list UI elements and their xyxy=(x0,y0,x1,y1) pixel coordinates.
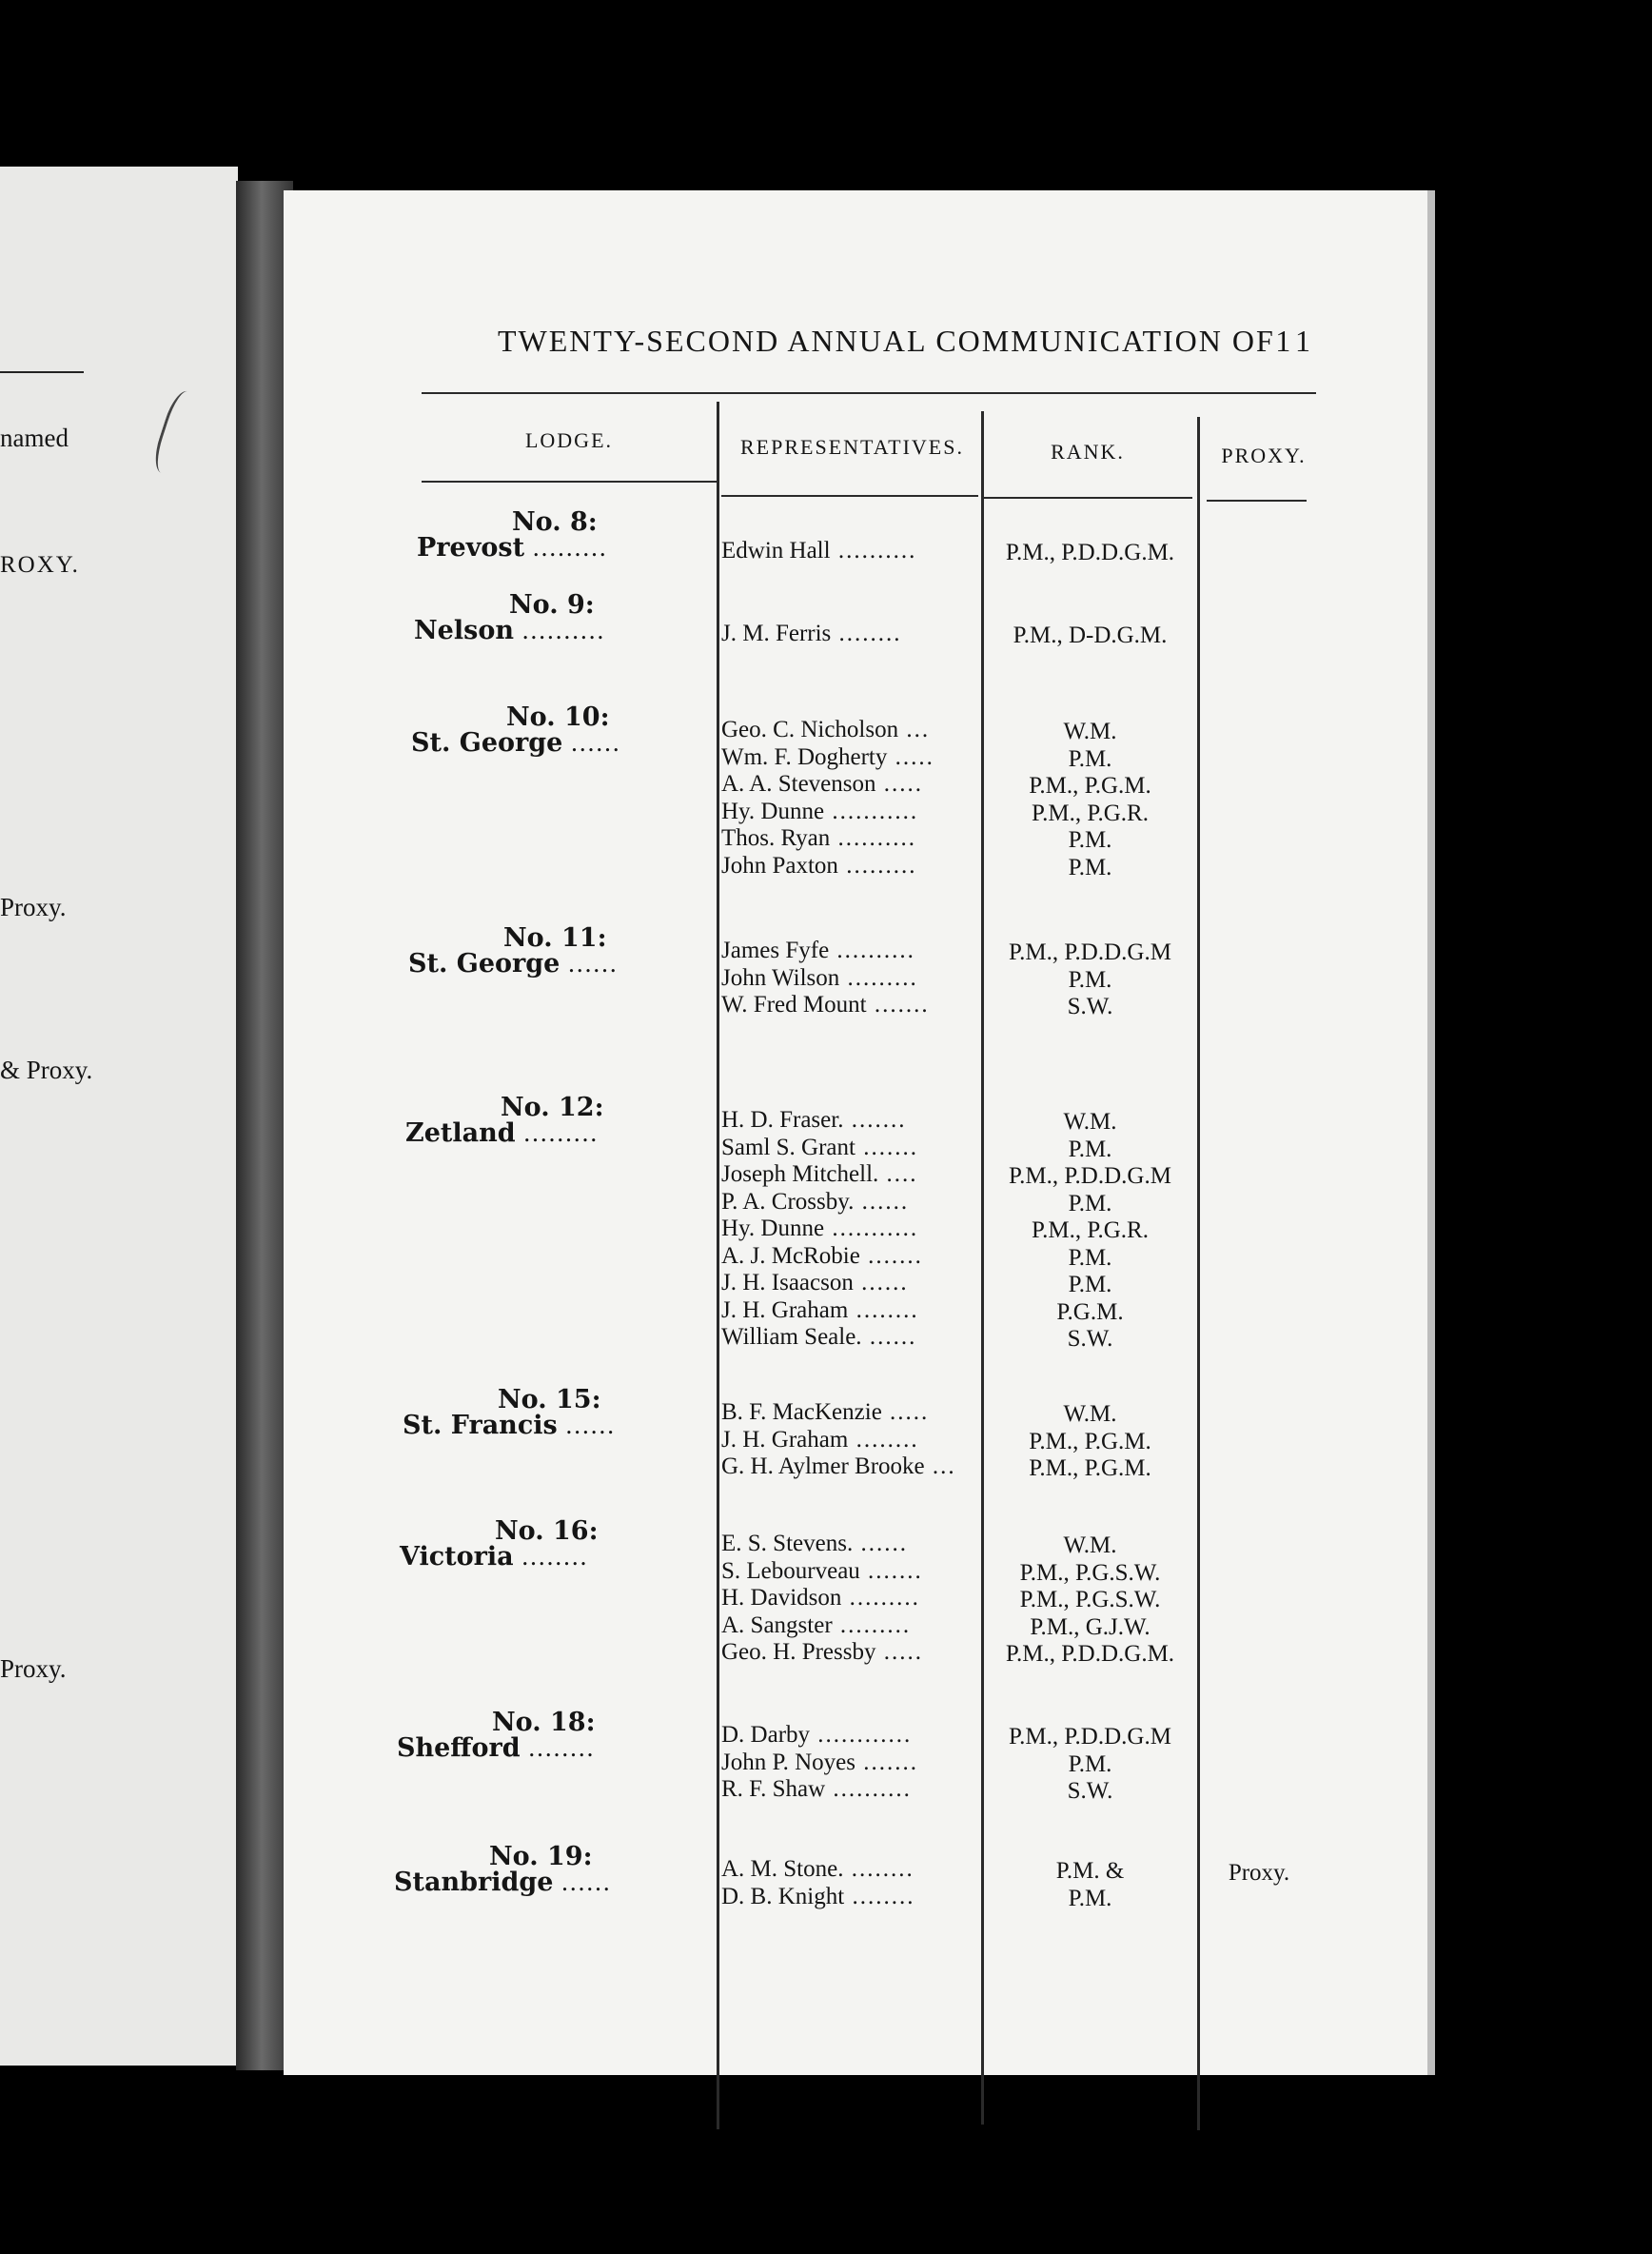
representative-text: S. Lebourveau xyxy=(721,1557,860,1584)
leader-dots: ....... xyxy=(856,1749,918,1775)
lodge-name xyxy=(411,728,621,758)
representative-name xyxy=(721,1884,974,1910)
representative-text: Hy. Dunne xyxy=(721,1216,825,1241)
lodge-name xyxy=(405,1118,599,1148)
running-head xyxy=(498,324,1316,359)
rank-value: P.M., P.D.D.G.M xyxy=(1009,1724,1171,1750)
lodge-name xyxy=(403,1411,616,1440)
rank-value: P.M. xyxy=(1068,966,1112,993)
leader-dots: .... xyxy=(878,1161,918,1187)
representative-name xyxy=(721,938,974,964)
left-fragment-4: & Proxy. xyxy=(0,1056,93,1084)
leader-dots: ..... xyxy=(887,743,934,770)
col-header-proxy: PROXY. xyxy=(1221,444,1307,467)
representative-text: P. A. Crossby. xyxy=(721,1188,855,1215)
lodge-name-text: Stanbridge xyxy=(394,1868,554,1897)
representative-text: G. H. Aylmer Brooke xyxy=(721,1453,925,1479)
representative-name xyxy=(721,1722,974,1749)
lodge-number: No. 9: xyxy=(509,590,595,620)
leader-dots: ...... xyxy=(853,1270,909,1295)
representative-text: John P. Noyes xyxy=(721,1749,856,1775)
rank-value: P.M., P.D.D.G.M xyxy=(1009,1163,1171,1189)
rank-value: P.M., D-D.G.M. xyxy=(1013,623,1168,648)
rank-value: S.W. xyxy=(1067,1778,1113,1804)
leader-dots: ... xyxy=(898,717,931,742)
representative-name xyxy=(721,1453,974,1480)
representative-text: H. D. Fraser. xyxy=(721,1107,844,1133)
leader-dots: .......... xyxy=(830,825,917,851)
representative-name xyxy=(721,1776,974,1803)
representative-text: W. Fred Mount xyxy=(721,992,867,1018)
representative-text: Edwin Hall xyxy=(721,538,831,564)
leader-dots: ........ xyxy=(844,1883,915,1909)
leader-dots: ....... xyxy=(866,992,930,1018)
proxy-header-rule xyxy=(1207,500,1307,502)
rank-value: P.M. xyxy=(1068,1750,1112,1777)
leader-dots: .......... xyxy=(830,538,917,564)
representative-name xyxy=(721,965,974,992)
lodge-number: No. 8: xyxy=(512,507,598,537)
representative-text: J. M. Ferris xyxy=(721,621,832,646)
lodge-name-text: Victoria xyxy=(400,1542,514,1572)
lodge-number: No. 11: xyxy=(503,923,607,953)
representative-text: J. H. Graham xyxy=(721,1426,849,1453)
rank-value: S.W. xyxy=(1067,1326,1113,1352)
leader-dots: ....... xyxy=(859,1242,923,1269)
representative-name xyxy=(721,1585,974,1611)
rank-value: P.M., P.G.S.W. xyxy=(1019,1559,1161,1586)
representative-text: A. A. Stevenson xyxy=(721,771,876,797)
rank-value: P.M. xyxy=(1068,745,1112,772)
representative-name xyxy=(721,744,974,771)
leader-dots: .......... xyxy=(825,1776,912,1802)
representative-text: E. S. Stevens. xyxy=(721,1531,854,1556)
representative-name xyxy=(721,538,974,564)
lodge-number: No. 15: xyxy=(498,1385,601,1414)
representative-name xyxy=(721,717,974,743)
representative-name xyxy=(721,1750,974,1776)
representative-text: H. Davidson xyxy=(721,1585,842,1611)
leader-dots: ..... xyxy=(875,1639,923,1665)
representative-name xyxy=(721,992,974,1018)
leader-dots: ...... xyxy=(854,1188,910,1215)
representative-name xyxy=(721,1427,974,1453)
representative-name xyxy=(721,1297,974,1324)
representative-text: D. Darby xyxy=(721,1722,811,1748)
representative-text: Saml S. Grant xyxy=(721,1134,856,1160)
representative-text: Hy. Dunne xyxy=(721,798,825,824)
representative-text: William Seale. xyxy=(721,1324,862,1350)
leader-dots: ........ xyxy=(520,1733,596,1762)
leader-dots: ... xyxy=(924,1453,956,1479)
rank-value: P.M., P.G.S.W. xyxy=(1019,1587,1161,1612)
leader-dots: ............ xyxy=(810,1722,913,1748)
leader-dots: ........ xyxy=(848,1426,919,1453)
representative-name xyxy=(721,853,974,880)
rank-value: P.M. xyxy=(1068,1244,1112,1271)
lodge-name-text: Nelson xyxy=(414,616,514,645)
representative-text: A. Sangster xyxy=(721,1611,833,1638)
leader-dots: ........ xyxy=(831,621,902,646)
leader-dots: ...... xyxy=(562,728,621,757)
representative-name xyxy=(721,1270,974,1296)
representative-name xyxy=(721,771,974,798)
left-page-fragment xyxy=(0,167,238,2066)
lodge-name-text: Prevost xyxy=(417,533,525,563)
rank-value: P.M., P.D.D.G.M. xyxy=(1005,540,1175,565)
rank-value: S.W. xyxy=(1067,994,1113,1019)
lodge-header-rule xyxy=(422,481,717,483)
col-header-representatives: REPRESENTATIVES. xyxy=(740,435,964,459)
lodge-number: No. 10: xyxy=(506,702,610,732)
leader-dots: .......... xyxy=(513,616,606,644)
rank-value: P.M. & xyxy=(1055,1858,1125,1884)
lodge-number: No. 12: xyxy=(501,1093,604,1122)
representative-text: R. F. Shaw xyxy=(721,1776,826,1802)
rank-value: P.M., P.G.M. xyxy=(1029,773,1151,799)
representative-name xyxy=(721,1856,974,1883)
representative-text: John Paxton xyxy=(721,852,838,879)
rank-value: P.M., P.G.M. xyxy=(1029,1428,1151,1454)
column-rule-1 xyxy=(717,402,719,2129)
leader-dots: ..... xyxy=(881,1399,930,1425)
rank-value: P.M. xyxy=(1068,1190,1112,1216)
representative-name xyxy=(721,1639,974,1666)
rank-value: W.M. xyxy=(1063,719,1117,744)
representative-text: Thos. Ryan xyxy=(721,825,831,851)
rank-value: W.M. xyxy=(1063,1532,1117,1558)
rank-value: P.M., P.G.R. xyxy=(1032,800,1149,826)
page-number: 11 xyxy=(1275,324,1316,358)
lodge-name xyxy=(397,1733,595,1763)
leader-dots: ....... xyxy=(843,1107,907,1133)
rank-header-rule xyxy=(983,497,1192,499)
leader-dots: ........ xyxy=(513,1542,589,1571)
lodge-number: No. 16: xyxy=(495,1516,599,1546)
right-page xyxy=(284,190,1435,2075)
left-fragment-1: named xyxy=(0,424,69,452)
representative-text: Geo. H. Pressby xyxy=(721,1639,876,1665)
running-head-title: TWENTY-SECOND ANNUAL COMMUNICATION OF xyxy=(498,324,1275,358)
leader-dots: ...... xyxy=(557,1411,616,1439)
leader-dots: ........ xyxy=(848,1296,919,1323)
representative-text: A. J. McRobie xyxy=(721,1242,860,1269)
representative-name xyxy=(721,1243,974,1270)
representative-text: J. H. Graham xyxy=(721,1296,849,1323)
rank-value: W.M. xyxy=(1063,1401,1117,1427)
leader-dots: ...... xyxy=(560,949,619,978)
leader-dots: ......... xyxy=(839,964,918,991)
leader-dots: .......... xyxy=(829,938,915,963)
representative-text: Geo. C. Nicholson xyxy=(721,717,899,742)
leader-dots: ...... xyxy=(553,1868,612,1896)
rank-value: W.M. xyxy=(1063,1109,1117,1135)
leader-dots: ...... xyxy=(861,1324,917,1350)
lodge-name-text: St. George xyxy=(411,728,563,758)
col-header-lodge: LODGE. xyxy=(524,428,614,452)
leader-dots: ......... xyxy=(837,852,917,879)
representative-name xyxy=(721,1399,974,1426)
representative-name xyxy=(721,1135,974,1161)
leader-dots: ...... xyxy=(853,1531,908,1556)
leader-dots: ......... xyxy=(841,1585,920,1611)
pencil-mark xyxy=(149,387,206,479)
leader-dots: ........... xyxy=(824,798,919,824)
leader-dots: ..... xyxy=(875,771,923,797)
rank-value: P.M. xyxy=(1068,1136,1112,1162)
leader-dots: ......... xyxy=(524,533,608,562)
representative-name xyxy=(721,1324,974,1351)
rank-value: P.M., P.G.R. xyxy=(1032,1217,1149,1243)
lodge-number: No. 19: xyxy=(489,1842,593,1871)
rank-value: P.M. xyxy=(1068,1272,1112,1297)
leader-dots: ....... xyxy=(855,1134,918,1160)
left-page-rule xyxy=(0,371,84,373)
rep-header-rule xyxy=(721,495,978,497)
rank-value: P.M., P.D.D.G.M xyxy=(1009,939,1171,965)
representative-text: A. M. Stone. xyxy=(721,1856,844,1882)
rank-value: P.M. xyxy=(1068,827,1112,853)
representative-name xyxy=(721,825,974,852)
lodge-name xyxy=(414,616,605,645)
col-header-rank: RANK. xyxy=(1051,440,1125,464)
lodge-name xyxy=(394,1868,612,1897)
representative-name xyxy=(721,1216,974,1242)
left-fragment-2: ROXY. xyxy=(0,552,80,578)
rank-value: P.M. xyxy=(1068,1885,1112,1911)
leader-dots: ......... xyxy=(515,1118,600,1147)
leader-dots: ........ xyxy=(843,1856,914,1882)
representative-text: Wm. F. Dogherty xyxy=(721,743,888,770)
rank-value: P.M. xyxy=(1068,854,1112,880)
lodge-name-text: St. George xyxy=(408,949,560,979)
lodge-number: No. 18: xyxy=(492,1708,596,1737)
rank-value: P.M., P.G.M. xyxy=(1029,1455,1151,1481)
rank-value: P.M., P.D.D.G.M. xyxy=(1005,1641,1175,1667)
representative-text: J. H. Isaacson xyxy=(721,1270,854,1295)
header-top-rule xyxy=(422,392,1316,394)
lodge-name xyxy=(417,533,608,563)
representative-name xyxy=(721,621,974,647)
representative-name xyxy=(721,1612,974,1639)
representative-text: Joseph Mitchell. xyxy=(721,1161,879,1187)
left-fragment-3: Proxy. xyxy=(0,893,67,921)
lodge-name xyxy=(408,949,619,979)
leader-dots: ....... xyxy=(859,1557,923,1584)
representative-text: James Fyfe xyxy=(721,938,830,963)
representative-name xyxy=(721,1189,974,1216)
representative-name xyxy=(721,1107,974,1134)
representative-text: B. F. MacKenzie xyxy=(721,1399,882,1425)
representative-name xyxy=(721,1161,974,1188)
representative-name xyxy=(721,799,974,825)
leader-dots: ........... xyxy=(824,1216,919,1241)
representative-text: D. B. Knight xyxy=(721,1883,845,1909)
rank-value: P.G.M. xyxy=(1056,1298,1124,1325)
representative-name xyxy=(721,1531,974,1557)
lodge-name-text: Zetland xyxy=(405,1118,516,1148)
leader-dots: ......... xyxy=(832,1611,912,1638)
representative-name xyxy=(721,1558,974,1585)
representative-text: John Wilson xyxy=(721,964,840,991)
lodge-name-text: Shefford xyxy=(397,1733,521,1763)
lodge-name xyxy=(400,1542,588,1572)
lodge-name-text: St. Francis xyxy=(403,1411,558,1440)
proxy-value: Proxy. xyxy=(1228,1860,1290,1886)
rank-value: P.M., G.J.W. xyxy=(1030,1613,1150,1640)
left-fragment-5: Proxy. xyxy=(0,1654,67,1683)
